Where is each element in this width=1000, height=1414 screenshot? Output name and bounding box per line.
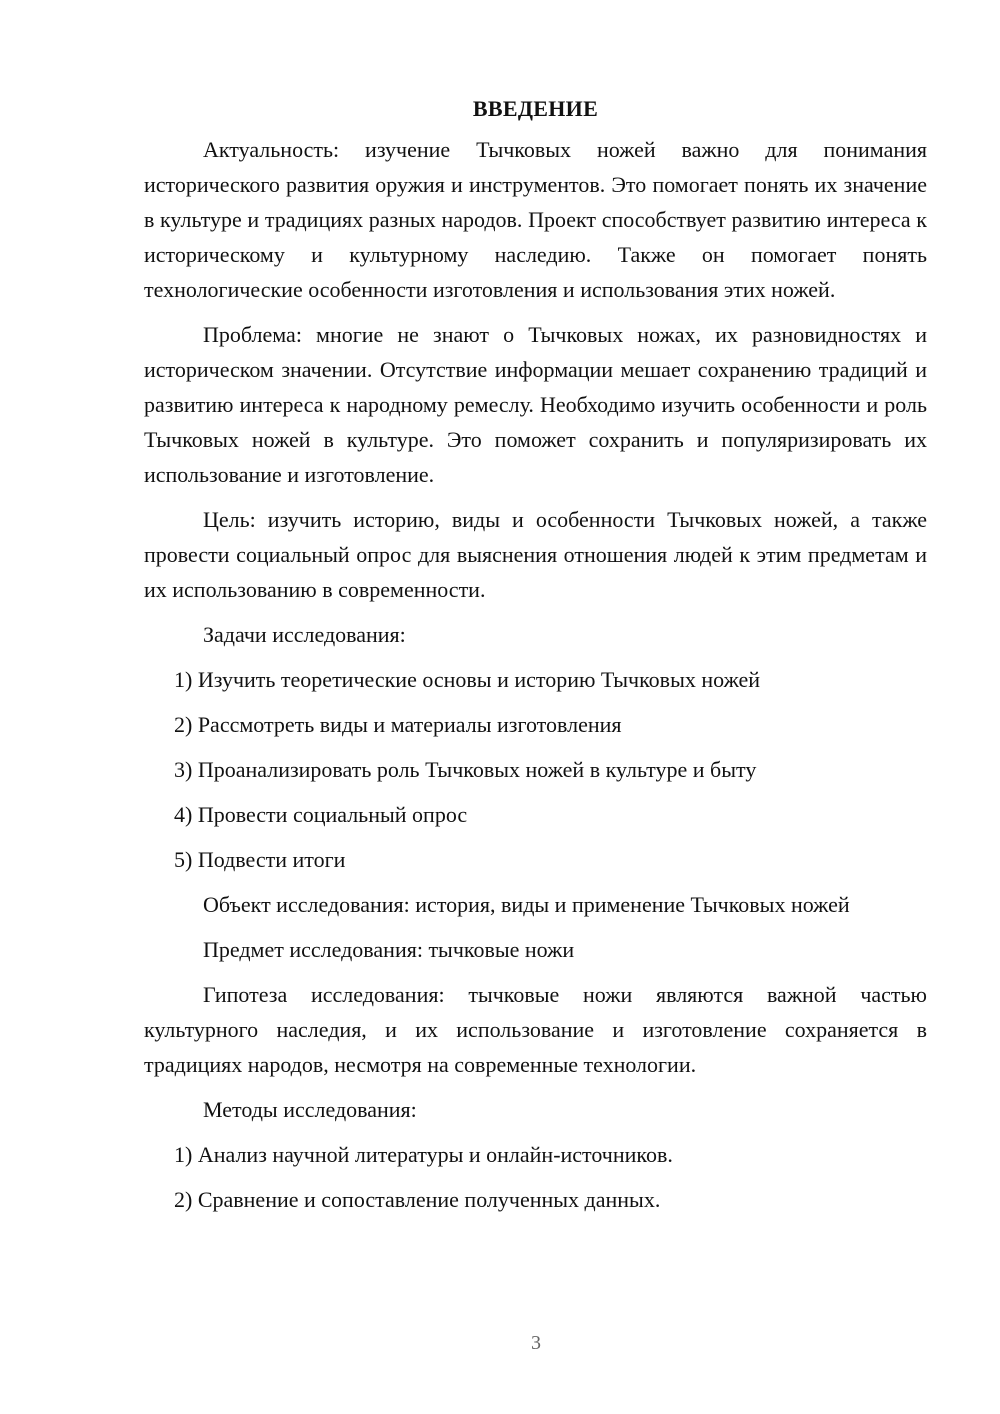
- page-title: ВВЕДЕНИЕ: [472, 96, 599, 121]
- goal-paragraph: Цель: изучить историю, виды и особенности Тычковых ножей, а также провести социальный опрос для выяснения отношения людей к этим предметам и их использованию в современности.: [144, 507, 927, 602]
- document-page: [144, 92, 927, 1227]
- task-item: 5) Подвести итоги: [174, 847, 346, 872]
- object-paragraph: Объект исследования: история, виды и применение Тычковых ножей: [203, 892, 850, 917]
- task-item: 3) Проанализировать роль Тычковых ножей в культуре и быту: [174, 757, 757, 782]
- task-item: 4) Провести социальный опрос: [174, 802, 468, 827]
- hypothesis-paragraph: Гипотеза исследования: тычковые ножи являются важной частью культурного наследия, и их использование и изготовление сохраняется в традициях народов, несмотря на современные технологии.: [144, 982, 927, 1077]
- tasks-heading: Задачи исследования:: [203, 622, 406, 647]
- subject-paragraph: Предмет исследования: тычковые ножи: [203, 937, 575, 962]
- task-item: 1) Изучить теоретические основы и историю Тычковых ножей: [174, 667, 761, 692]
- tasks-list: [144, 662, 927, 877]
- task-item: 2) Рассмотреть виды и материалы изготовления: [174, 712, 622, 737]
- methods-list: [144, 1137, 927, 1217]
- relevance-paragraph: Актуальность: изучение Тычковых ножей важно для понимания исторического развития оружия и инструментов. Это помогает понять их значение в культуре и традициях разных народов. Проект способствует развитию интереса к историческому и культурному наследию. Также он помогает понять технологические особенности изготовления и использования этих ножей.: [144, 137, 927, 302]
- problem-paragraph: Проблема: многие не знают о Тычковых ножах, их разновидностях и историческом значении. Отсутствие информации мешает сохранению традиций и развитию интереса к народному ремеслу. Необходимо изучить особенности и роль Тычковых ножей в культуре. Это поможет сохранить и популяризировать их использование и изготовление.: [144, 322, 927, 487]
- method-item: 2) Сравнение и сопоставление полученных данных.: [174, 1187, 661, 1212]
- method-item: 1) Анализ научной литературы и онлайн-источников.: [174, 1142, 673, 1167]
- page-number: 3: [531, 1332, 541, 1354]
- methods-heading: Методы исследования:: [203, 1097, 417, 1122]
